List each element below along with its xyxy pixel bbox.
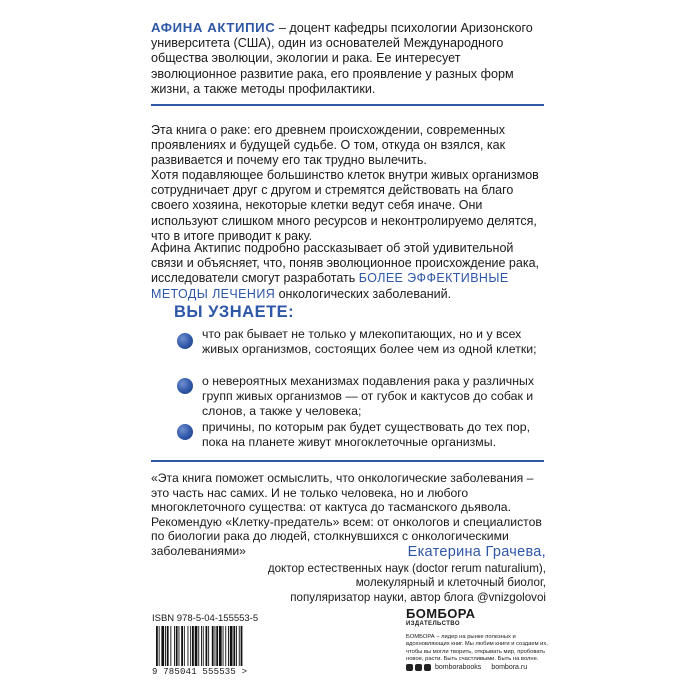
learn-item: что рак бывает не только у млекопитающих, но и у всех живых организмов, состоящих более чем из одной клетки; bbox=[202, 327, 537, 356]
description-paragraph-1: Эта книга о раке: его древнем происхождении, современных проявлениях и будущей судьбе. О том, откуда он взялся, как развивается и почему его так трудно вылечить. bbox=[151, 123, 506, 168]
divider-bottom bbox=[151, 460, 544, 462]
learn-item: о невероятных механизмах подавления рака у различных групп живых организмов — от губок и кактусов до собак и слонов, а также у человека; bbox=[202, 374, 534, 418]
barcode bbox=[152, 626, 324, 670]
bullet-icon bbox=[177, 333, 193, 349]
author-bio-text: – доцент кафедры психологии Аризонского университета (США), один из основателей Международного общества эволюции, экологии и рака. Ее интересует эволюционное развитие рака, его проявление у разных форм жизни, а также методы профилактики. bbox=[151, 21, 533, 96]
barcode-digits bbox=[152, 667, 247, 677]
barcode-number: 9 785041 555535 bbox=[152, 667, 237, 677]
credential-line: молекулярный и клеточный биолог, bbox=[355, 576, 546, 590]
social-icon bbox=[415, 664, 422, 671]
credential-line: доктор естественных наук (doctor rerum naturalium), bbox=[267, 562, 546, 575]
description-paragraph-2: Хотя подавляющее большинство клеток внутри живых организмов сотрудничает друг с другом и стремятся действовать на благо своего хозяина, некоторые клетки ведут себя иначе. Они используют слишком много ресурсов и неконтролируемо делятся, что в итоге приводит к раку. bbox=[151, 168, 539, 243]
bullet-icon bbox=[177, 378, 193, 394]
learn-item: причины, по которым рак будет существовать до тех пор, пока на планете живут многоклеточные организмы. bbox=[202, 420, 530, 449]
p3-text-after: онкологических заболеваний. bbox=[275, 286, 452, 301]
bullet-icon bbox=[177, 424, 193, 440]
author-name: АФИНА АКТИПИС bbox=[151, 20, 276, 35]
publisher-subtitle: ИЗДАТЕЛЬСТВО bbox=[406, 621, 460, 627]
publisher-social bbox=[406, 664, 527, 671]
publisher-logo: БОМБОРА bbox=[406, 606, 476, 621]
p3-text-before: Афина Актипис подробно рассказывает об этой удивительной связи и объясняет, что, поняв эволюционное происхождение рака, исследователи смогут разработать bbox=[151, 241, 540, 286]
review-quote: «Эта книга поможет осмыслить, что онкологические заболевания – это часть нас самих. И не только человека, но и любого многоклеточного существа: от кактуса до тасманского дьявола. Рекомендую «Клетку-предатель» всем: от онкологов и специалистов по биологии рака до людей, столкнувшихся с онкологическими заболеваниями» bbox=[151, 471, 542, 558]
social-icon bbox=[406, 664, 413, 671]
isbn: ISBN 978-5-04-155553-5 bbox=[152, 613, 259, 624]
credential-line: популяризатор науки, автор блога @vnizgolovoi bbox=[290, 590, 546, 604]
quote-author: Екатерина Грачева, bbox=[407, 544, 546, 560]
divider-top bbox=[151, 104, 544, 106]
publisher-blurb: БОМБОРА – лидер на рынке полезных и вдохновляющих книг. Мы любим книги и создаем их, чтобы вы могли творить, открывать мир, пробовать новое, расти. Быть счастливыми. Быть на волне. bbox=[406, 634, 548, 663]
social-icon bbox=[424, 664, 431, 671]
learn-heading: ВЫ УЗНАЕТЕ: bbox=[174, 303, 295, 321]
quote-credentials bbox=[246, 562, 546, 605]
publisher-site[interactable]: bombora.ru bbox=[491, 664, 528, 671]
author-bio bbox=[151, 20, 543, 97]
barcode-arrow: > bbox=[241, 667, 248, 677]
description-paragraph-3 bbox=[151, 241, 546, 302]
social-handle[interactable]: bomborabooks bbox=[435, 664, 482, 671]
p3-highlight: БОЛЕЕ ЭФФЕКТИВНЫЕ МЕТОДЫ ЛЕЧЕНИЯ bbox=[151, 271, 509, 301]
